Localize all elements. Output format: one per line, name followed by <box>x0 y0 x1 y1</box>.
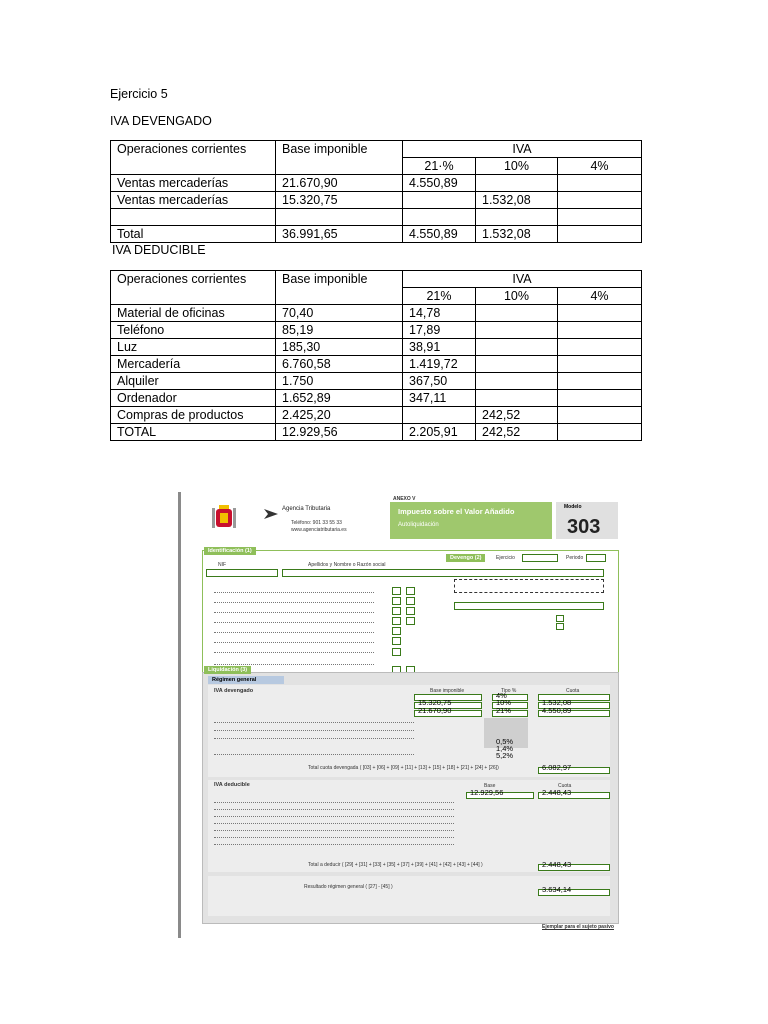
table-cell <box>558 373 642 390</box>
table-row <box>111 209 642 226</box>
table-row <box>111 226 642 243</box>
table-cell: Ventas mercaderías <box>111 175 276 192</box>
table-cell <box>111 209 276 226</box>
table-row <box>111 373 642 390</box>
table-cell <box>476 356 558 373</box>
table-row <box>111 390 642 407</box>
ded-line <box>214 830 454 831</box>
total-devengada-value: 6.082,97 <box>542 763 572 772</box>
dev-tipo-10-value: 10% <box>496 698 512 707</box>
header-iva: IVA <box>403 141 642 158</box>
table-cell <box>476 322 558 339</box>
checkbox[interactable] <box>556 615 564 622</box>
checkbox[interactable] <box>392 627 401 635</box>
table-cell: 1.419,72 <box>403 356 476 373</box>
table-cell <box>476 175 558 192</box>
table-cell <box>276 209 403 226</box>
table-row <box>111 175 642 192</box>
liquidacion-label: Liquidación (3) <box>204 666 251 674</box>
checkbox[interactable] <box>406 587 415 595</box>
checkbox[interactable] <box>392 648 401 656</box>
rate-21: 21·% <box>403 158 476 175</box>
ded-base-value: 12.929,56 <box>470 788 504 797</box>
total-deducir-value: 2.448,43 <box>542 860 572 869</box>
checkbox[interactable] <box>406 617 415 625</box>
table-cell <box>558 175 642 192</box>
table-row <box>111 305 642 322</box>
table-cell: 1.532,08 <box>476 192 558 209</box>
table-cell: 14,78 <box>403 305 476 322</box>
table-cell <box>558 305 642 322</box>
col-tipo-label: Tipo % <box>501 688 517 694</box>
checkbox[interactable] <box>556 623 564 630</box>
table-cell <box>558 339 642 356</box>
header-operaciones: Operaciones corrientes <box>111 271 276 305</box>
checkbox[interactable] <box>406 607 415 615</box>
ded-line <box>214 837 454 838</box>
table-row <box>111 356 642 373</box>
modelo-panel <box>556 502 618 539</box>
table-cell <box>558 322 642 339</box>
ded-line <box>214 802 454 803</box>
form-title: Impuesto sobre el Valor Añadido <box>398 507 515 516</box>
table-cell: Ordenador <box>111 390 276 407</box>
table-cell <box>558 209 642 226</box>
checkbox[interactable] <box>406 597 415 605</box>
ejercicio-label: Ejercicio <box>496 555 515 561</box>
table-cell <box>558 407 642 424</box>
table-cell: 36.991,65 <box>276 226 403 243</box>
table-cell: Teléfono <box>111 322 276 339</box>
question-line <box>214 602 374 603</box>
dev-line <box>214 754 414 755</box>
resultado-panel <box>208 876 610 916</box>
identificacion-label: Identificación (1) <box>204 547 256 555</box>
table-cell <box>558 226 642 243</box>
ded-line <box>214 809 454 810</box>
table-row <box>111 339 642 356</box>
header-iva: IVA <box>403 271 642 288</box>
table-cell: 185,30 <box>276 339 403 356</box>
section-title-devengado: IVA DEVENGADO <box>110 114 212 128</box>
table-cell: 85,19 <box>276 322 403 339</box>
table-cell: Ventas mercaderías <box>111 192 276 209</box>
spain-coat-of-arms <box>210 504 238 532</box>
table-cell: 4.550,89 <box>403 226 476 243</box>
table-cell <box>403 407 476 424</box>
checkbox[interactable] <box>392 637 401 645</box>
ded-line <box>214 844 454 845</box>
footer-label: Ejemplar para el sujeto pasivo <box>542 924 614 930</box>
checkbox[interactable] <box>392 587 401 595</box>
iva-deducible-table <box>110 270 642 441</box>
table-cell <box>476 373 558 390</box>
table-row <box>111 424 642 441</box>
checkbox[interactable] <box>392 617 401 625</box>
recargo-52: 5,2% <box>496 751 514 760</box>
table-cell: Compras de productos <box>111 407 276 424</box>
question-line <box>214 642 374 643</box>
table-cell: Luz <box>111 339 276 356</box>
question-line <box>214 592 374 593</box>
dev-cuota-21-value: 4.550,89 <box>542 706 572 715</box>
rate-4: 4% <box>558 288 642 305</box>
periodo-field[interactable] <box>586 554 606 562</box>
ded-line <box>214 816 454 817</box>
table-cell <box>476 339 558 356</box>
modelo-303-form-image <box>178 492 620 938</box>
form-subtitle: Autoliquidación <box>398 522 439 528</box>
table-cell <box>558 390 642 407</box>
table-cell: 21.670,90 <box>276 175 403 192</box>
table-cell: 1.532,08 <box>476 226 558 243</box>
agency-name: Agencia Tributaria <box>282 506 331 512</box>
agency-logo-icon <box>264 506 278 516</box>
header-operaciones: Operaciones corrientes <box>111 141 276 175</box>
table-cell: 242,52 <box>476 424 558 441</box>
total-devengada-label: Total cuota devengada ( [03] + [06] + [09] + [11] + [13] + [15] + [18] + [21] + [24] + [26]) <box>308 765 499 771</box>
table-cell: 17,89 <box>403 322 476 339</box>
table-cell <box>558 424 642 441</box>
form-left-border <box>178 492 181 938</box>
ejercicio-field[interactable] <box>522 554 558 562</box>
section-title-deducible: IVA DEDUCIBLE <box>112 243 206 257</box>
recargo-14: 1,4% <box>496 744 514 753</box>
apellidos-label: Apellidos y Nombre o Razón social <box>308 562 386 568</box>
dev-line <box>214 722 414 723</box>
iva-deducible-label: IVA deducible <box>214 782 250 788</box>
table-cell: 70,40 <box>276 305 403 322</box>
nif-field[interactable] <box>206 569 278 577</box>
table-cell: 2.425,20 <box>276 407 403 424</box>
modelo-label: Modelo <box>564 504 582 510</box>
question-line <box>214 664 374 665</box>
table-cell: 15.320,75 <box>276 192 403 209</box>
rate-4: 4% <box>558 158 642 175</box>
table-cell: 347,11 <box>403 390 476 407</box>
dev-line <box>214 730 414 731</box>
header-base: Base imponible <box>276 141 403 175</box>
checkbox[interactable] <box>392 607 401 615</box>
table-cell: 4.550,89 <box>403 175 476 192</box>
table-cell: 367,50 <box>403 373 476 390</box>
dev-line <box>214 738 414 739</box>
rate-21: 21% <box>403 288 476 305</box>
nif-label: NIF <box>218 562 227 568</box>
form-title-panel <box>390 502 552 539</box>
annex-label: ANEXO V <box>393 496 416 502</box>
agency-phone: Teléfono: 901 33 55 33 <box>291 520 342 526</box>
iva-devengado-table <box>110 140 642 243</box>
col-base-label: Base imponible <box>430 688 465 694</box>
total-deducir-label: Total a deducir ( [29] + [31] + [33] + [35] + [37] + [39] + [41] + [42] + [43] + [44] ) <box>308 862 483 868</box>
table-row <box>111 322 642 339</box>
table-cell <box>476 390 558 407</box>
reserved-box <box>454 579 604 593</box>
exercise-title: Ejercicio 5 <box>110 87 168 101</box>
table-cell: 6.760,58 <box>276 356 403 373</box>
question-line <box>214 612 374 613</box>
table-row <box>111 407 642 424</box>
table-cell: Alquiler <box>111 373 276 390</box>
dev-tipo-4-value: 4% <box>496 691 507 700</box>
table-row <box>111 192 642 209</box>
table-cell: 38,91 <box>403 339 476 356</box>
apellidos-field[interactable] <box>282 569 604 577</box>
modelo-number: 303 <box>567 516 601 538</box>
table-cell: Material de oficinas <box>111 305 276 322</box>
table-cell: Total <box>111 226 276 243</box>
table-cell: 2.205,91 <box>403 424 476 441</box>
table-cell <box>403 192 476 209</box>
table-cell <box>558 356 642 373</box>
resultado-label: Resultado régimen general ( [27] - [45] ) <box>304 884 393 890</box>
periodo-label: Periodo <box>566 555 584 561</box>
table-cell <box>476 305 558 322</box>
dev-tipo-21-value: 21% <box>496 706 512 715</box>
question-line <box>214 652 374 653</box>
dev-base-21-value: 21.670,90 <box>418 706 452 715</box>
dev-cuota-10-value: 1.532,08 <box>542 698 572 707</box>
col-cuota2-label: Cuota <box>558 783 572 789</box>
question-line <box>214 622 374 623</box>
table-cell <box>476 209 558 226</box>
date-field[interactable] <box>454 602 604 610</box>
rate-10: 10% <box>476 158 558 175</box>
devengo-label: Devengo (2) <box>446 554 485 562</box>
regimen-general-label: Régimen general <box>208 676 284 684</box>
table-cell <box>558 192 642 209</box>
rate-10: 10% <box>476 288 558 305</box>
recargo-05: 0,5% <box>496 737 514 746</box>
ded-cuota-value: 2.448,43 <box>542 788 572 797</box>
ded-line <box>214 823 454 824</box>
table-cell: 242,52 <box>476 407 558 424</box>
header-base: Base imponible <box>276 271 403 305</box>
col-cuota-label: Cuota <box>566 688 580 694</box>
dev-base-10-value: 15.320,75 <box>418 698 452 707</box>
question-line <box>214 632 374 633</box>
table-cell: 12.929,56 <box>276 424 403 441</box>
table-cell: 1.750 <box>276 373 403 390</box>
table-cell: Mercadería <box>111 356 276 373</box>
table-cell <box>403 209 476 226</box>
agency-web: www.agenciatributaria.es <box>291 527 347 533</box>
table-cell: 1.652,89 <box>276 390 403 407</box>
resultado-value: 3.634,14 <box>542 885 572 894</box>
col-base2-label: Base <box>484 783 496 789</box>
table-cell: TOTAL <box>111 424 276 441</box>
iva-devengado-label: IVA devengado <box>214 688 254 694</box>
checkbox[interactable] <box>392 597 401 605</box>
